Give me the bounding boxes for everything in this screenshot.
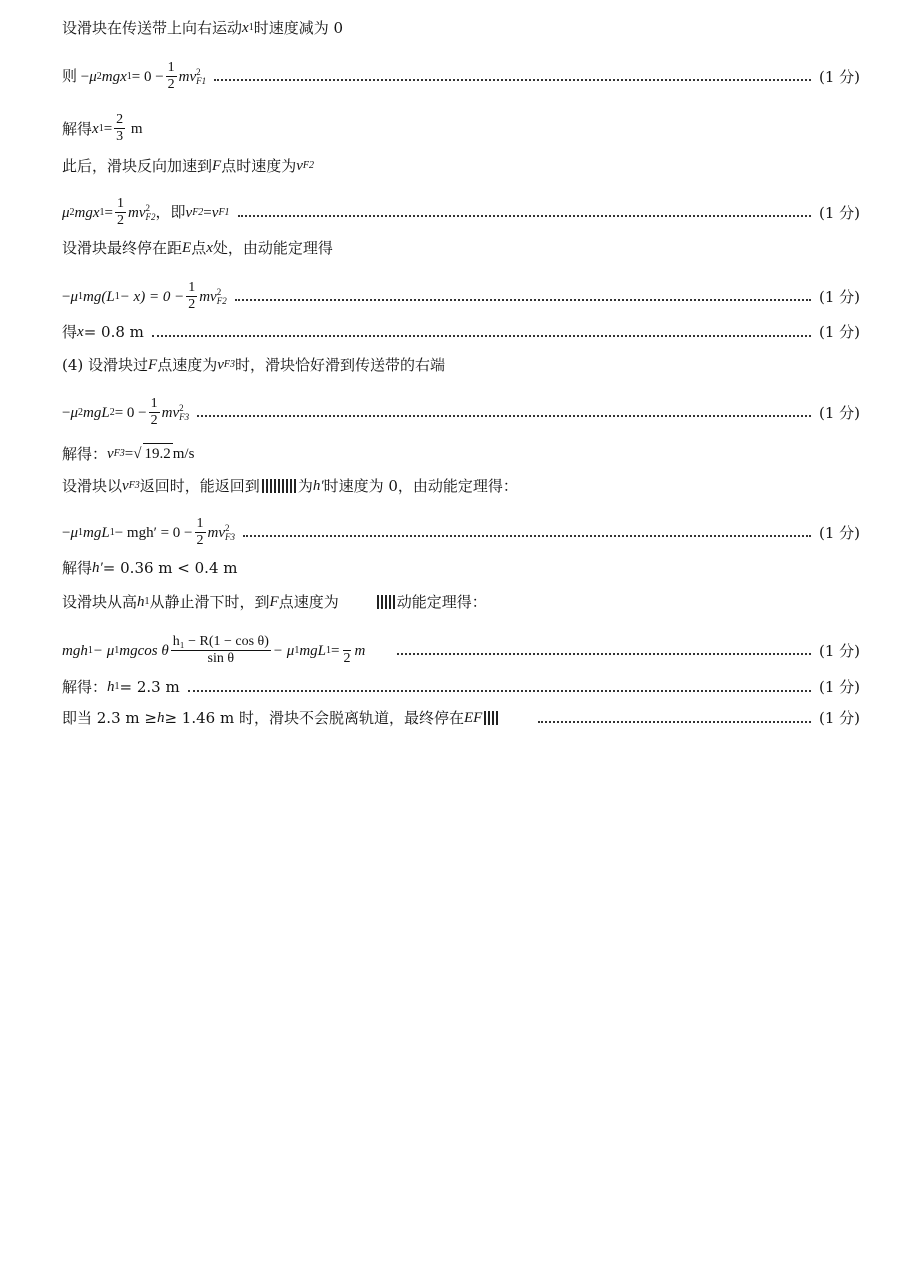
sup: 2 [179, 402, 184, 413]
supsub [217, 288, 227, 306]
fraction-half [115, 196, 126, 229]
fraction-half [149, 396, 160, 429]
eq-part: mv [178, 68, 197, 85]
radicand: 19.2 [143, 443, 173, 464]
sub: F3 [128, 480, 140, 491]
var-vF3 [122, 476, 140, 496]
var-h1 [137, 592, 150, 612]
eq-part: = 0 − [131, 68, 164, 85]
numerator: 1 [188, 280, 196, 295]
var-vF3 [217, 355, 235, 375]
fraction-half [186, 280, 197, 313]
line-14 [62, 558, 860, 578]
denominator: 2 [117, 213, 124, 228]
numerator: 1 [196, 516, 204, 531]
sub: F3 [113, 447, 125, 459]
sym: v [122, 478, 129, 494]
line-15 [62, 592, 860, 612]
eq-part: ，即 [155, 204, 186, 221]
eq-part: − mgh′ = 0 − [114, 524, 193, 541]
fraction-incline [171, 634, 271, 667]
sym: F [269, 594, 279, 610]
var-h1 [107, 677, 120, 697]
eq-part: − μ [92, 642, 115, 659]
dot-leader [152, 334, 811, 337]
eq-part: − x) = 0 − [119, 288, 185, 305]
equation [62, 196, 230, 229]
dot-leader [538, 720, 811, 723]
sym: v [211, 204, 219, 221]
text-run: 处，由动能定理得 [212, 239, 333, 257]
equation: x 1 = $\frac{2}{3}$ m [92, 112, 143, 144]
eq-part: μ [89, 68, 97, 85]
eq-part: 则 − [62, 68, 90, 85]
text-run: 得 [62, 323, 78, 341]
sup: 2 [145, 202, 150, 213]
fraction-half [166, 60, 177, 93]
line-12 [62, 476, 860, 496]
line-18 [62, 708, 860, 728]
line-10 [62, 396, 860, 429]
text-run: 时速度为 0，由动能定理得： [323, 477, 518, 495]
text-run: 时，滑块恰好滑到传送带的右端 [235, 356, 446, 374]
text-run: = 0.36 m < 0.4 m [102, 559, 238, 577]
numerator: 2 [116, 112, 124, 127]
text-run: 设滑块以 [62, 477, 123, 495]
eq-part: m/s [172, 445, 195, 462]
eq-part: = 0 − [114, 404, 147, 421]
sub: 1 [126, 70, 132, 82]
sub: 1 [114, 644, 120, 656]
sub: 2 [96, 70, 102, 82]
eq-part: = [104, 204, 113, 221]
sym: h′ [92, 560, 103, 576]
line-16 [62, 634, 860, 667]
sub: 1 [114, 290, 120, 302]
sub: 1 [99, 206, 105, 218]
sub: F2 [302, 160, 314, 171]
eq-part: mv [207, 524, 226, 541]
sym: EF [463, 710, 483, 726]
text-run: = 2.3 m [119, 678, 180, 696]
line-5 [62, 196, 860, 229]
scan-smudge [484, 711, 498, 725]
sym: v [185, 204, 193, 221]
dot-leader [238, 214, 811, 217]
denominator: 2 [343, 651, 351, 666]
sub: 1 [144, 596, 150, 607]
text-run: = 0.8 m [83, 323, 144, 341]
score-label: (1 分) [818, 678, 860, 696]
line-8 [62, 322, 860, 342]
equation [62, 60, 206, 93]
sym: v [296, 158, 303, 174]
eq-part: μ [70, 404, 78, 421]
text-run: 设滑块最终停在距 [62, 239, 183, 257]
denominator: 2 [150, 413, 158, 428]
denominator: 2 [188, 297, 196, 312]
sub: 1 [87, 644, 93, 656]
scan-smudge [377, 595, 395, 609]
eq-part: (L [101, 288, 115, 305]
denominator: sin θ [207, 651, 235, 666]
sym: F [212, 158, 222, 174]
sub: F2 [216, 295, 227, 306]
line-17 [62, 677, 860, 697]
eq-part: mgcos θ [119, 642, 169, 659]
sub: 1 [78, 526, 83, 538]
text-run: 解得： [62, 678, 108, 696]
dot-leader [188, 689, 811, 692]
eq-part: mgh [62, 642, 88, 659]
equation: v F3 = √ 19.2 m/s [107, 443, 194, 464]
score-label: (1 分) [818, 641, 860, 660]
sym: v [107, 445, 114, 462]
sym: h [156, 710, 165, 726]
text-run: 即当 2.3 m ≥ [62, 709, 157, 727]
text-run: 动能定理得： [396, 593, 487, 611]
eq-part: mgL [299, 642, 326, 659]
eq-part: μ [62, 204, 70, 221]
sub: F2 [145, 211, 156, 222]
equation: − μ 1 mgL 1 − mgh′ = 0 − $\frac{1}{2}$ mv 2 F3 [62, 516, 236, 548]
sub: 1 [294, 644, 300, 656]
numerator: 1 [117, 196, 124, 211]
text-run: 设滑块在传送带上向右运动 [62, 19, 243, 37]
eq-part: mgL [83, 404, 110, 421]
supsub [196, 68, 206, 86]
score-label: (1 分) [818, 203, 860, 222]
sub: F3 [223, 359, 235, 370]
sub: F3 [179, 411, 190, 422]
line-13 [62, 516, 860, 549]
sub: 1 [114, 681, 120, 692]
sub: 1 [326, 644, 331, 656]
equation: − μ 2 mgL 2 = 0 − $\frac{1}{2}$ mv 2 F3 [62, 396, 190, 428]
sym: h′ [312, 478, 324, 494]
sub: F2 [192, 206, 204, 218]
supsub [146, 204, 156, 222]
text-run: (4) 设滑块过 [62, 356, 149, 374]
sub: 2 [69, 206, 75, 218]
sym: x [92, 120, 99, 137]
sym: x [242, 20, 249, 36]
dot-leader [243, 534, 811, 537]
sup: 2 [225, 522, 230, 533]
text-run: ≥ 1.46 m 时，滑块不会脱离轨道，最终停在 [164, 709, 464, 727]
fraction-two-thirds [114, 112, 125, 145]
text-run: 时速度减为 0 [253, 19, 343, 37]
dot-leader [397, 652, 811, 655]
eq-part: = [124, 445, 134, 462]
sup: 2 [196, 66, 201, 77]
supsub [179, 404, 189, 422]
eq-part: mv [161, 404, 180, 421]
sym: F [148, 357, 158, 373]
sub: 2 [109, 406, 115, 418]
eq-part: mg [83, 288, 102, 305]
score-label: (1 分) [818, 709, 860, 727]
text-run: 点速度为 [157, 356, 218, 374]
numerator: 1 [150, 396, 158, 411]
eq-part: μ [70, 288, 78, 305]
sub: 1 [78, 290, 83, 302]
sym: h [137, 594, 145, 610]
line-2 [62, 60, 860, 93]
text-run: 点时速度为 [221, 157, 297, 175]
line-1 [62, 18, 860, 38]
text-run: 从静止滑下时，到 [149, 593, 270, 611]
sub: 1 [98, 122, 104, 134]
sub: F1 [218, 206, 230, 218]
sym: x [206, 240, 213, 256]
line-11 [62, 443, 860, 464]
text-run: 解得 [62, 119, 93, 138]
sub: 2 [78, 406, 83, 418]
var-x1 [242, 18, 254, 38]
sub: 1 [109, 526, 115, 538]
eq-part: mv [128, 204, 146, 221]
text-run: 返回时，能返回到 [139, 477, 260, 495]
line-7 [62, 280, 860, 313]
sub: 1 [248, 22, 254, 33]
text-run: 设滑块从高 [62, 593, 138, 611]
text-run: 解得： [62, 444, 108, 463]
text-run: 点 [191, 239, 207, 257]
text-run: 点速度为 [278, 593, 339, 611]
eq-part: mgx [101, 68, 127, 85]
score-label: (1 分) [818, 523, 860, 542]
eq-part: mgL [83, 524, 110, 541]
denominator: 3 [116, 129, 124, 144]
eq-part: = [203, 204, 212, 221]
dot-leader [197, 414, 811, 417]
denominator: 2 [196, 533, 204, 548]
sym: v [217, 357, 224, 373]
score-label: (1 分) [818, 403, 860, 422]
line-3 [62, 112, 860, 145]
eq-part: μ [70, 524, 78, 541]
text-run: 解得 [62, 559, 93, 577]
eq-part: = [103, 120, 113, 137]
equation [62, 634, 365, 667]
line-4 [62, 156, 860, 176]
equation: − μ 1 mg (L 1 − x) = 0 − $\frac{1}{2}$ mv 2 F2 [62, 280, 227, 312]
dot-leader [214, 78, 811, 81]
sup: 2 [216, 286, 222, 297]
text-run: 为 [297, 477, 313, 495]
sub: F3 [225, 531, 236, 542]
sym: h [107, 679, 115, 695]
eq-part: mv [199, 288, 217, 305]
line-9 [62, 355, 860, 375]
numerator: 1 [167, 60, 175, 75]
score-label: (1 分) [818, 287, 860, 306]
eq-part: = [331, 642, 340, 659]
fraction-half [195, 516, 206, 549]
dot-leader [235, 298, 811, 301]
sym: E [182, 240, 192, 256]
sub: F1 [196, 75, 207, 86]
eq-part: m [354, 642, 366, 659]
eq-part: mgx [74, 204, 100, 221]
fraction-half [341, 634, 352, 667]
line-6 [62, 238, 860, 258]
score-label: (1 分) [818, 67, 860, 86]
denominator: 2 [167, 77, 175, 92]
var-vF2 [296, 156, 314, 176]
supsub [225, 524, 235, 542]
eq-part: − μ [272, 642, 295, 659]
sym: x [77, 324, 84, 340]
text-run: 此后，滑块反向加速到 [62, 157, 213, 175]
scan-smudge [262, 479, 296, 493]
score-label: (1 分) [818, 323, 860, 341]
numerator: h₁ − R(1 − cos θ) [172, 634, 269, 649]
